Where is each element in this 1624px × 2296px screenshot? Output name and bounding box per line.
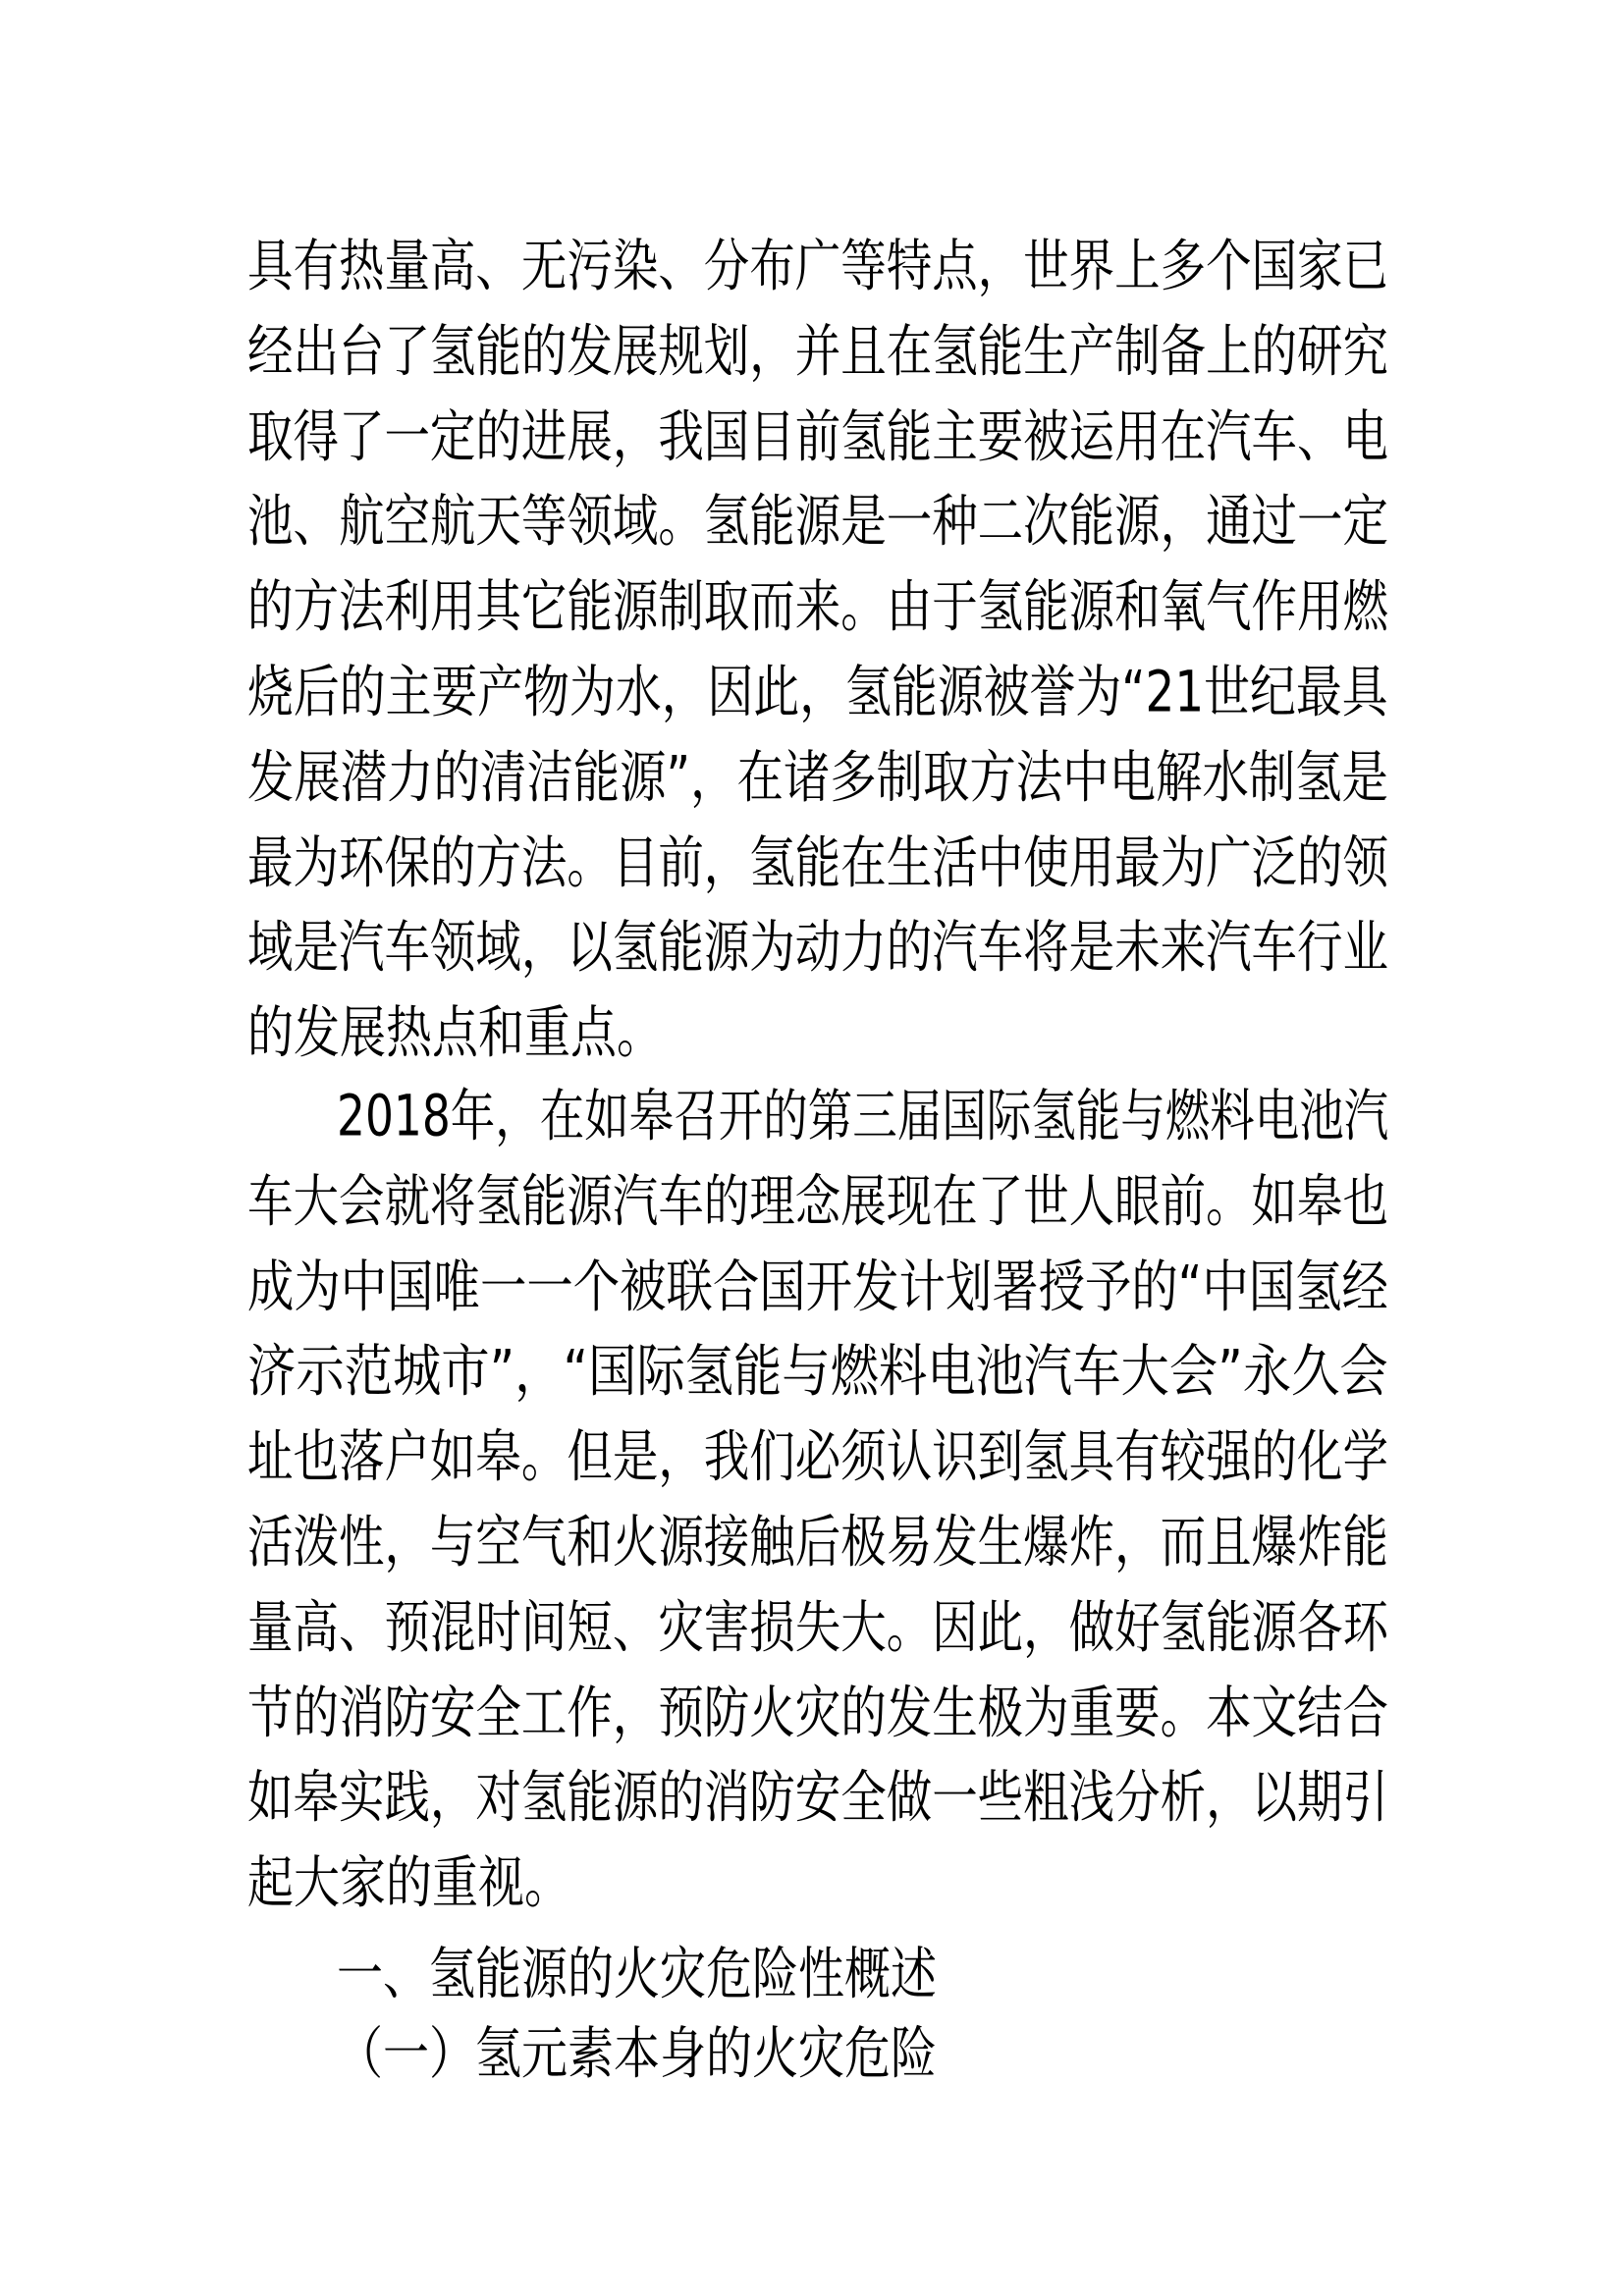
text-line: 活泼性，与空气和火源接触后极易发生爆炸，而且爆炸能 [247,1509,1388,1575]
text-line: 具有热量高、无污染、分布广等特点，世界上多个国家已 [247,233,1388,299]
text-line: 2018年，在如皋召开的第三届国际氢能与燃料电池汽 [337,1083,1389,1149]
text-line: 最为环保的方法。目前，氢能在生活中使用最为广泛的领 [247,829,1388,895]
text-line: 址也落户如皋。但是，我们必须认识到氢具有较强的化学 [247,1423,1388,1490]
text-line: 取得了一定的进展，我国目前氢能主要被运用在汽车、电 [247,403,1388,469]
section-heading: 一、氢能源的火灾危险性概述 [337,1941,937,2007]
text-line: 车大会就将氢能源汽车的理念展现在了世人眼前。如皋也 [247,1168,1388,1235]
text-line: 域是汽车领域，以氢能源为动力的汽车将是未来汽车行业 [247,915,1388,981]
text-line: 的方法利用其它能源制取而来。由于氢能源和氧气作用燃 [247,573,1388,640]
text-line: 烧后的主要产物为水，因此，氢能源被誉为“21世纪最具 [247,659,1388,725]
text-line: 经出台了氢能的发展规划，并且在氢能生产制备上的研究 [247,318,1388,385]
text-line: 济示范城市”，“国际氢能与燃料电池汽车大会”永久会 [247,1339,1388,1405]
text-line: 发展潜力的清洁能源”，在诸多制取方法中电解水制氢是 [247,744,1388,811]
text-line: 池、航空航天等领域。氢能源是一种二次能源，通过一定 [247,489,1388,555]
text-line: 量高、预混时间短、灾害损失大。因此，做好氢能源各环 [247,1594,1388,1661]
text-line: 的发展热点和重点。 [247,999,663,1066]
text-line: 节的消防安全工作，预防火灾的发生极为重要。本文结合 [247,1680,1388,1745]
text-line: 起大家的重视。 [247,1849,570,1916]
subsection-heading: （一）氢元素本身的火灾危险 [337,2020,937,2087]
text-line: 成为中国唯一一个被联合国开发计划署授予的“中国氢经 [247,1254,1388,1319]
text-line: 如皋实践，对氢能源的消防安全做一些粗浅分析，以期引 [247,1765,1388,1831]
